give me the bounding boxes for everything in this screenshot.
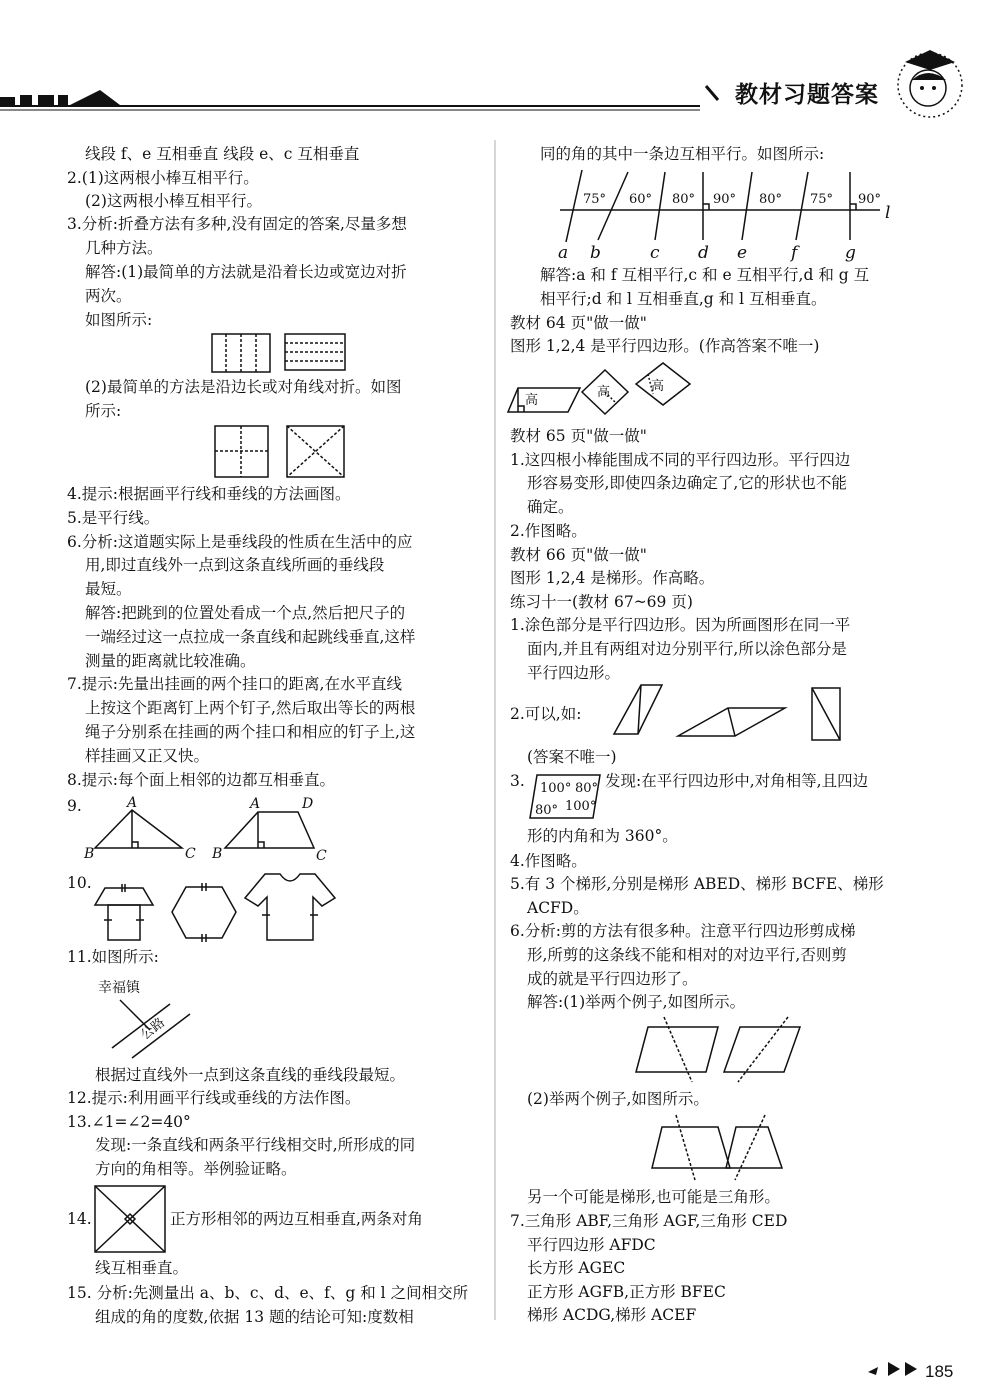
mascot-icon — [898, 50, 962, 117]
right-text-line: 4.作图略。 — [510, 852, 587, 870]
left-text-line: 绳子分别系在挂画的两个挂口和相应的钉子上,这 — [85, 723, 416, 741]
figure-label: g — [845, 243, 856, 263]
left-text-line: 14. — [67, 1210, 92, 1228]
point-c: C — [316, 848, 327, 864]
shaded-parallelogram-examples — [614, 685, 840, 740]
right-text-line: 教材 64 页"做一做" — [510, 314, 647, 332]
header-title: 教材习题答案 — [735, 82, 879, 108]
figure-label: 80° — [759, 192, 783, 207]
left-text-line: 方向的角相等。举例验证略。 — [95, 1160, 297, 1178]
left-text-line: 线段 f、e 互相垂直 线段 e、c 互相垂直 — [85, 145, 360, 163]
right-text-line: 另一个可能是梯形,也可能是三角形。 — [527, 1188, 780, 1206]
town-label: 幸福镇 — [98, 980, 140, 996]
left-text-line: 15. 分析:先测量出 a、b、c、d、e、f、g 和 l 之间相交所 — [67, 1284, 469, 1302]
left-text-line: 8.提示:每个面上相邻的边都互相垂直。 — [67, 771, 336, 789]
left-text-line: 正方形相邻的两边互相垂直,两条对角 — [170, 1210, 423, 1228]
right-text-line: 解答:(1)举两个例子,如图所示。 — [527, 993, 746, 1011]
right-text-line: 发现:在平行四边形中,对角相等,且四边 — [605, 772, 869, 790]
figure-label: f — [791, 243, 798, 263]
page-number: 185 — [925, 1362, 954, 1381]
shape-house — [95, 884, 153, 940]
right-text-line: 相平行;d 和 l 互相垂直,g 和 l 互相垂直。 — [540, 290, 827, 308]
left-text-line: 13.∠1=∠2=40° — [67, 1113, 191, 1131]
shape-hexagon — [172, 883, 236, 942]
figure-label: c — [650, 243, 660, 263]
point-b: B — [84, 846, 95, 862]
left-text-line: 组成的角的度数,依据 13 题的结论可知:度数相 — [95, 1308, 414, 1326]
left-text-line: 用,即过直线外一点到这条直线所画的垂线段 — [85, 556, 385, 574]
right-text-line: 成的就是平行四边形了。 — [527, 970, 698, 988]
right-text-line: 教材 65 页"做一做" — [510, 427, 647, 445]
figure-label: 100° — [540, 781, 572, 796]
right-text-line: (答案不唯一) — [527, 748, 617, 766]
right-text-line: 确定。 — [527, 498, 574, 516]
figure-label: d — [698, 243, 709, 263]
right-text-line: ACFD。 — [527, 899, 589, 917]
left-text-line: 9. — [67, 797, 82, 815]
left-text-line: 12.提示:利用画平行线或垂线的方法作图。 — [67, 1089, 361, 1107]
left-text-line: 所示: — [85, 402, 122, 420]
left-text-line: 4.提示:根据画平行线和垂线的方法画图。 — [67, 485, 351, 503]
right-text-line: 长方形 AGEC — [527, 1259, 626, 1277]
left-text-line: 线互相垂直。 — [95, 1259, 189, 1277]
left-text-line: 如图所示: — [85, 311, 153, 329]
point-d: D — [302, 796, 314, 812]
right-text-line: 图形 1,2,4 是平行四边形。(作高答案不唯一) — [510, 337, 820, 355]
right-text-line: 面内,并且有两组对边分别平行,所以涂色部分是 — [527, 640, 847, 658]
road-figure — [98, 979, 190, 1058]
left-text-line: 2.(1)这两根小棒互相平行。 — [67, 169, 259, 187]
right-text-line: 形,所剪的这条线不能和相对的对边平行,否则剪 — [527, 946, 847, 964]
left-text-line: 10. — [67, 874, 92, 892]
right-text-line: 6.分析:剪的方法有很多种。注意平行四边形剪成梯 — [510, 922, 856, 940]
left-text-line: (2)这两根小棒互相平行。 — [85, 192, 262, 210]
road-label: 公路 — [138, 1015, 168, 1044]
right-text-line: (2)举两个例子,如图所示。 — [527, 1090, 709, 1108]
point-b: B — [212, 846, 223, 862]
right-text-line: 形的内角和为 360°。 — [527, 827, 678, 845]
figure-label: 100° — [565, 799, 597, 814]
right-text-line: 2.作图略。 — [510, 522, 587, 540]
point-a: A — [250, 796, 261, 812]
left-text-line: 11.如图所示: — [67, 948, 159, 966]
figure-label: 90° — [713, 192, 737, 207]
right-text-line: 平行四边形。 — [527, 664, 621, 682]
figure-label: 60° — [629, 192, 653, 207]
figure-label: b — [590, 243, 601, 263]
figure-label: a — [558, 243, 569, 263]
right-text-line: 图形 1,2,4 是梯形。作高略。 — [510, 569, 715, 587]
right-text-line: 2.可以,如: — [510, 705, 582, 723]
trapezoid-figure — [211, 796, 327, 864]
left-text-line: 上按这个距离钉上两个钉子,然后取出等长的两根 — [85, 699, 416, 717]
figure-label: 80° — [672, 192, 696, 207]
point-a: A — [127, 795, 138, 811]
left-text-line: 7.提示:先量出挂画的两个挂口的距离,在水平直线 — [67, 675, 402, 693]
right-text-line: 同的角的其中一条边互相平行。如图所示: — [540, 145, 825, 163]
left-text-line: 样挂画又正又快。 — [85, 747, 210, 765]
left-text-line: 5.是平行线。 — [67, 509, 160, 527]
left-text-line: 几种方法。 — [85, 239, 163, 257]
right-text-line: 解答:a 和 f 互相平行,c 和 e 互相平行,d 和 g 互 — [540, 266, 870, 284]
cut-parallelogram-figure-2 — [652, 1115, 782, 1180]
right-text-line: 平行四边形 AFDC — [527, 1236, 656, 1254]
parallel-lines-figure — [558, 170, 890, 263]
point-c: C — [185, 846, 196, 862]
left-text-line: 发现:一条直线和两条平行线相交时,所形成的同 — [95, 1136, 416, 1154]
triangle-figure — [83, 795, 196, 862]
figure-label: 75° — [583, 192, 607, 207]
left-text-line: 根据过直线外一点到这条直线的垂线段最短。 — [95, 1066, 406, 1084]
right-text-line: 5.有 3 个梯形,分别是梯形 ABED、梯形 BCFE、梯形 — [510, 875, 884, 893]
right-text-line: 1.涂色部分是平行四边形。因为所画图形在同一平 — [510, 616, 851, 634]
left-text-line: 一端经过这一点拉成一条直线和起跳线垂直,这样 — [85, 628, 416, 646]
figure-label: 高 — [597, 385, 611, 400]
header-band — [0, 86, 718, 110]
figure-label: 高 — [525, 393, 539, 408]
left-text-line: 3.分析:折叠方法有多种,没有固定的答案,尽量多想 — [67, 215, 407, 233]
right-text-line: 练习十一(教材 67~69 页) — [510, 593, 693, 611]
left-text-line: 最短。 — [85, 580, 132, 598]
left-text-line: 解答:把跳到的位置处看成一个点,然后把尺子的 — [85, 604, 406, 622]
right-text-line: 3. — [510, 772, 525, 790]
right-text-line: 形容易变形,即使四条边确定了,它的形状也不能 — [527, 474, 847, 492]
page-arrow-icons — [868, 1362, 917, 1376]
figure-label: e — [737, 243, 748, 263]
left-text-line: 测量的距离就比较准确。 — [85, 652, 256, 670]
figure-label: l — [885, 203, 891, 223]
left-text-line: 解答:(1)最简单的方法就是沿着长边或宽边对折 — [85, 263, 407, 281]
left-text-line: 6.分析:这道题实际上是垂线段的性质在生活中的应 — [67, 533, 413, 551]
right-text-line: 教材 66 页"做一做" — [510, 546, 647, 564]
fold-figure-2 — [215, 426, 344, 477]
right-text-line: 7.三角形 ABF,三角形 AGF,三角形 CED — [510, 1212, 788, 1230]
cut-parallelogram-figure-1 — [636, 1017, 800, 1082]
figure-label: 90° — [858, 192, 882, 207]
right-text-line: 正方形 AGFB,正方形 BFEC — [527, 1283, 726, 1301]
figure-label: 80° — [575, 781, 599, 796]
figure-label: 高 — [651, 379, 665, 394]
right-text-line: 1.这四根小棒能围成不同的平行四边形。平行四边 — [510, 451, 851, 469]
square-diagonals-figure — [95, 1186, 165, 1252]
left-text-line: 两次。 — [85, 287, 132, 305]
parallelogram-heights-figure — [508, 363, 690, 414]
left-text-line: (2)最简单的方法是沿边长或对角线对折。如图 — [85, 378, 402, 396]
figure-label: 80° — [535, 803, 559, 818]
figure-label: 75° — [810, 192, 834, 207]
angle-parallelogram-figure — [530, 775, 600, 818]
right-text-line: 梯形 ACDG,梯形 ACEF — [527, 1306, 697, 1324]
shape-shirt — [245, 874, 335, 940]
fold-figure-1 — [212, 334, 345, 372]
